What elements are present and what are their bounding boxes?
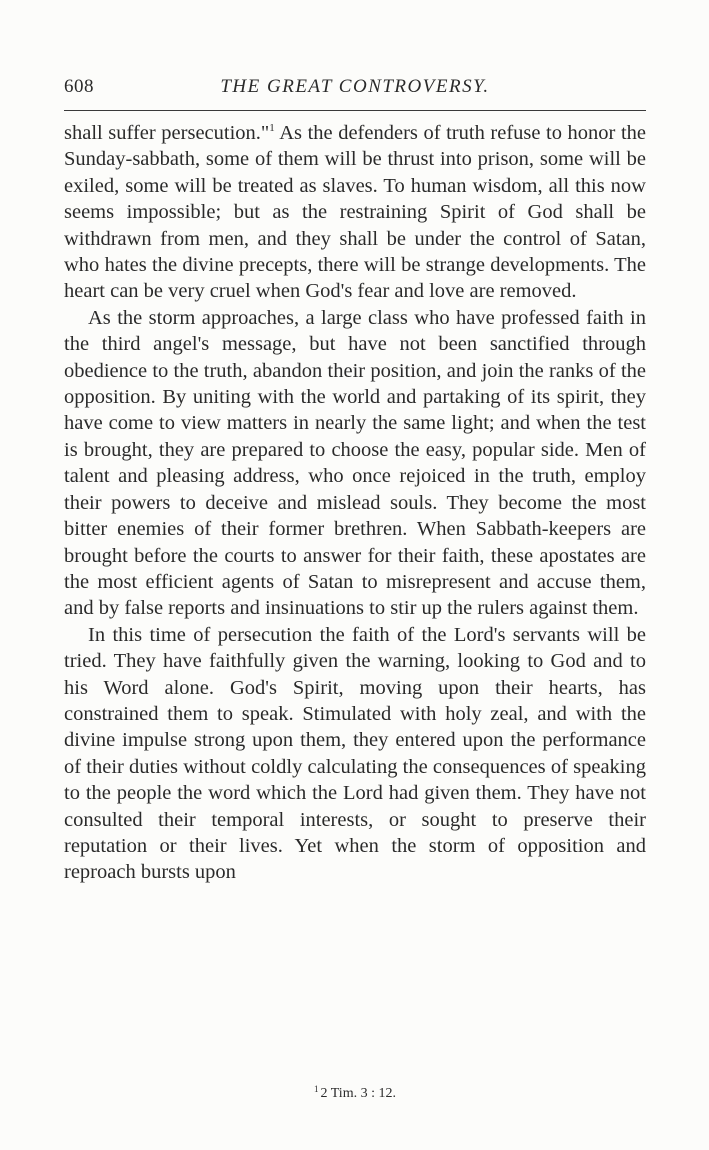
paragraph-1 [64, 120, 646, 305]
paragraph-1-lead: shall suffer persecution." [64, 122, 270, 144]
paragraph-3: In this time of persecution the faith of the Lord's servants will be tried. They have faithfully given the warning, looking to God and to his Word alone. God's Spirit, moving upon their hearts, has constrained them to speak. Stimulated with holy zeal, and with the divine impulse strong upon them, they entered upon the performance of their duties without coldly calculating the consequences of speaking to the people the word which the Lord had given them. They have not consulted their temporal interests, or sought to preserve their reputation or their lives. Yet when the storm of opposition and reproach bursts upon [64, 623, 646, 884]
running-head [64, 76, 646, 102]
book-title: THE GREAT CONTROVERSY. [220, 76, 490, 97]
footnote [64, 1084, 646, 1102]
header-rule [64, 110, 646, 111]
paragraph-1-rest: As the defenders of truth refuse to honor the Sunday-sabbath, some of them will be thrust into prison, some will be exiled, some will be treated as slaves. To human wisdom, all this now seems impossible; but as the restraining Spirit of God shall be withdrawn from men, and they shall be under the control of Satan, who hates the divine precepts, there will be strange developments. The heart can be very cruel when God's fear and love are removed. [64, 122, 646, 303]
book-page [64, 0, 646, 1150]
footnote-reference: 1 [269, 122, 275, 134]
page-number: 608 [64, 76, 94, 97]
footnote-mark: 1 [314, 1084, 319, 1094]
body-text [64, 120, 646, 886]
paragraph-2: As the storm approaches, a large class who have professed faith in the third angel's message, but have not been sanctified through obedience to the truth, abandon their position, and join the ranks of the opposition. By uniting with the world and partaking of its spirit, they have come to view matters in nearly the same light; and when the test is brought, they are prepared to choose the easy, popular side. Men of talent and pleasing address, who once rejoiced in the truth, employ their powers to deceive and mislead souls. They become the most bitter enemies of their former brethren. When Sabbath-keepers are brought before the courts to answer for their faith, these apostates are the most efficient agents of Satan to misrepresent and accuse them, and by false reports and insinuations to stir up the rulers against them. [64, 306, 646, 620]
footnote-text: 2 Tim. 3 : 12. [320, 1086, 396, 1101]
